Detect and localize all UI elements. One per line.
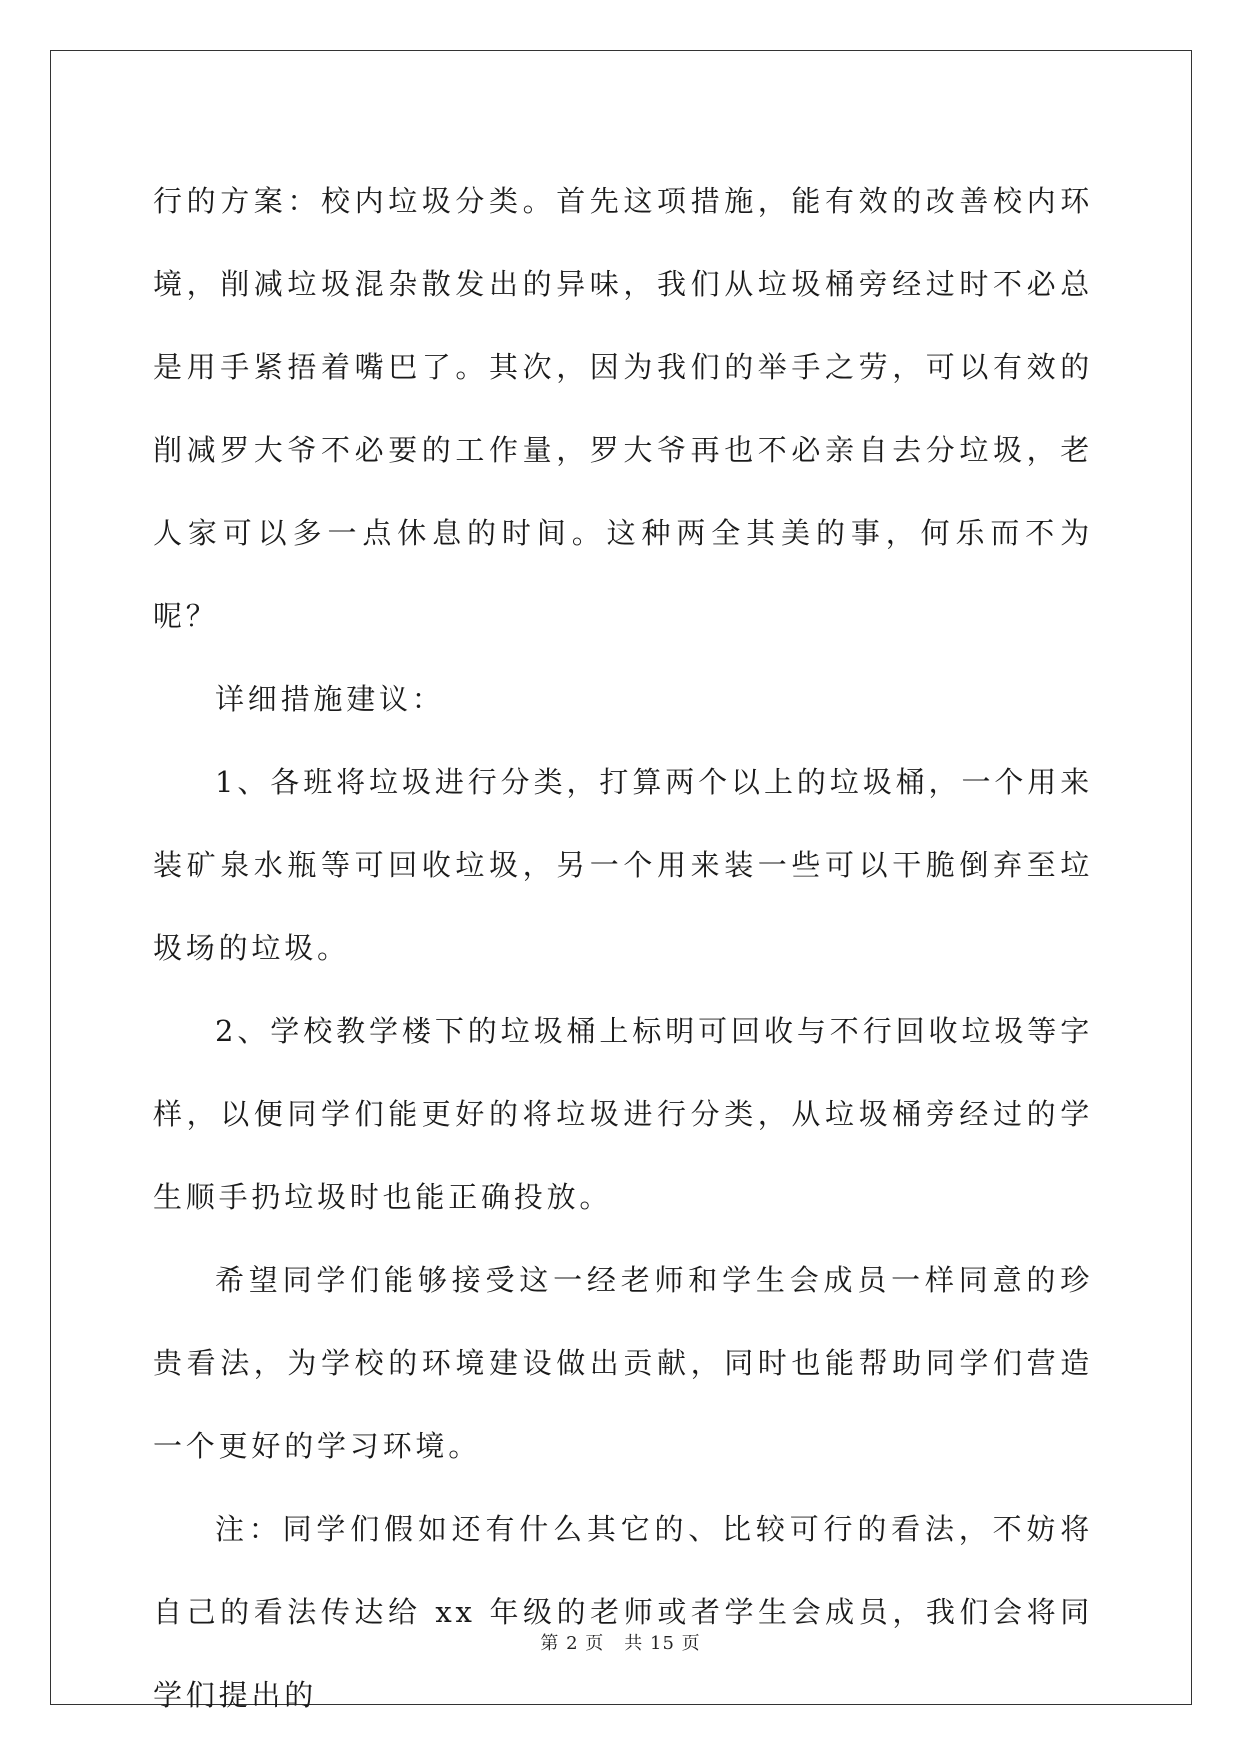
paragraph: 2、学校教学楼下的垃圾桶上标明可回收与不行回收垃圾等字样，以便同学们能更好的将垃圾进行分类，从垃圾桶旁经过的学生顺手扔垃圾时也能正确投放。 <box>153 1014 1093 1214</box>
paragraph: 行的方案：校内垃圾分类。首先这项措施，能有效的改善校内环境，削减垃圾混杂散发出的异味，我们从垃圾桶旁经过时不必总是用手紧捂着嘴巴了。其次，因为我们的举手之劳，可以有效的削减罗大爷不必要的工作量，罗大爷再也不必亲自去分垃圾，老人家可以多一点休息的时间。这种两全其美的事，何乐而不为呢？ <box>153 184 1093 633</box>
page-number: 第 2 页 <box>540 1633 605 1654</box>
paragraph: 详细措施建议： <box>215 682 445 716</box>
page-footer <box>0 1629 1241 1655</box>
paragraph: 注：同学们假如还有什么其它的、比较可行的看法，不妨将自己的看法传达给 xx 年级的老师或者学生会成员，我们会将同学们提出的 <box>153 1512 1093 1712</box>
total-pages: 共 15 页 <box>624 1633 701 1654</box>
paragraph: 希望同学们能够接受这一经老师和学生会成员一样同意的珍贵看法，为学校的环境建设做出贡献，同时也能帮助同学们营造一个更好的学习环境。 <box>153 1263 1093 1463</box>
paragraph: 1、各班将垃圾进行分类，打算两个以上的垃圾桶，一个用来装矿泉水瓶等可回收垃圾，另一个用来装一些可以干脆倒弃至垃圾场的垃圾。 <box>153 765 1093 965</box>
document-body <box>153 160 1093 1737</box>
